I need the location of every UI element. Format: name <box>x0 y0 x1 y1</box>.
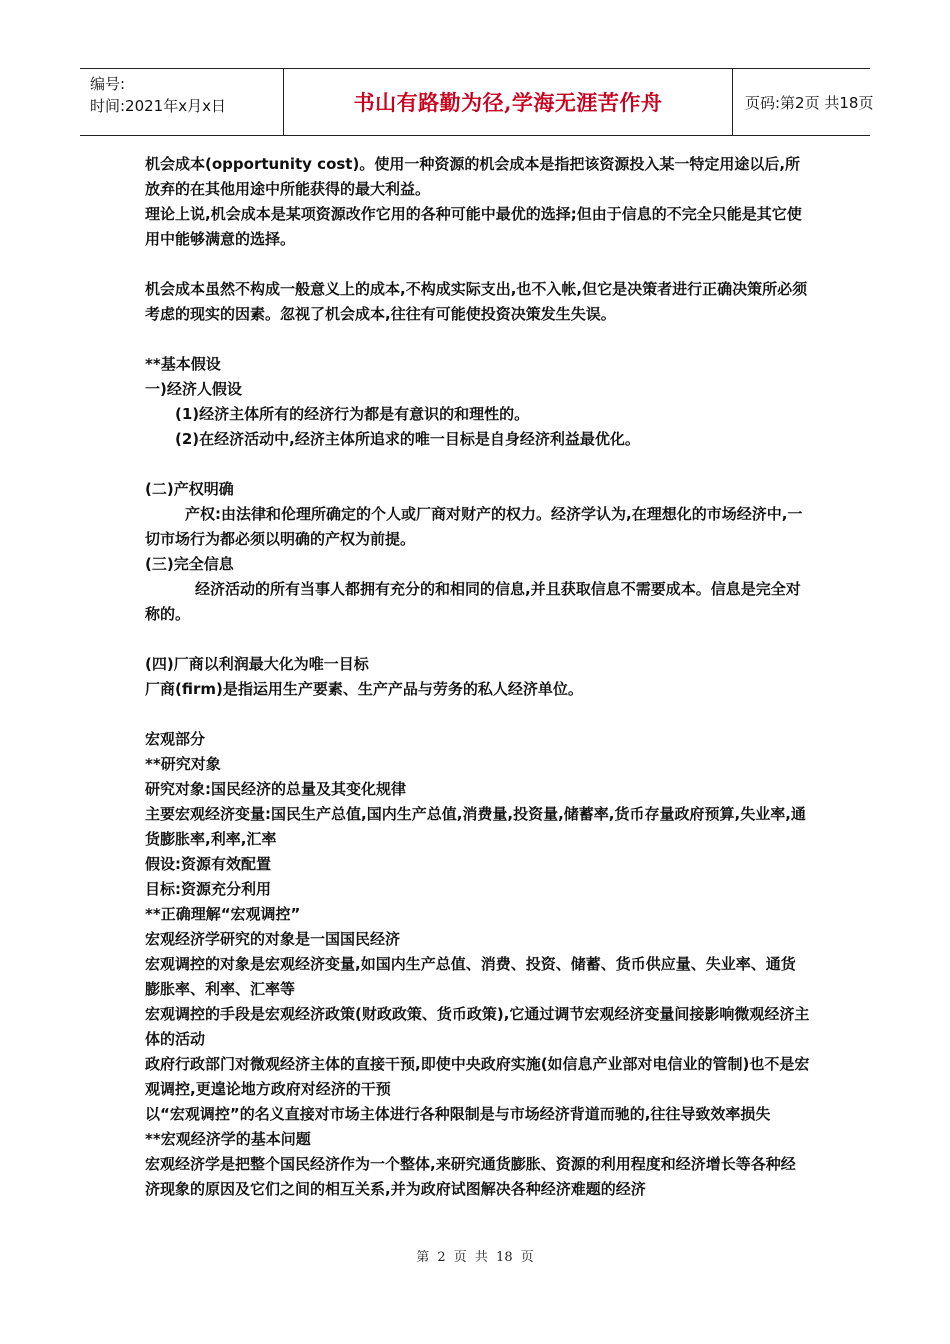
header-page-info <box>733 69 874 135</box>
header-motto: 书山有路勤为径,学海无涯苦作舟 <box>283 69 733 135</box>
paragraph: 厂商(firm)是指运用生产要素、生产产品与劳务的私人经济单位。 <box>145 680 583 698</box>
header-page-info-text: 页码:第2页 共18页 <box>745 93 874 112</box>
list-item: (1)经济主体所有的经济行为都是有意识的和理性的。 <box>175 405 530 423</box>
paragraph: 目标:资源充分利用 <box>145 880 271 898</box>
section-heading: **正确理解“宏观调控” <box>145 905 301 923</box>
paragraph: 主要宏观经济变量:国民生产总值,国内生产总值,消费量,投资量,储蓄率,货币存量政府预算,失业率,通货膨胀率,利率,汇率 <box>145 805 806 848</box>
section-heading: **研究对象 <box>145 755 221 773</box>
paragraph: 机会成本虽然不构成一般意义上的成本,不构成实际支出,也不入帐,但它是决策者进行正确决策所必须考虑的现实的因素。忽视了机会成本,往往有可能使投资决策发生失误。 <box>145 280 808 323</box>
page-header <box>80 68 874 136</box>
document-body <box>145 152 810 1202</box>
paragraph: 理论上说,机会成本是某项资源改作它用的各种可能中最优的选择;但由于信息的不完全只能是其它使用中能够满意的选择。 <box>145 205 802 248</box>
paragraph: 政府行政部门对微观经济主体的直接干预,即使中央政府实施(如信息产业部对电信业的管制)也不是宏观调控,更遑论地方政府对经济的干预 <box>145 1055 810 1098</box>
paragraph: 经济活动的所有当事人都拥有充分的和相同的信息,并且获取信息不需要成本。信息是完全对称的。 <box>145 580 801 623</box>
doc-number-label: 编号: <box>90 75 126 93</box>
subsection-heading: 一)经济人假设 <box>145 380 242 398</box>
page-footer: 第 2 页 共 18 页 <box>416 1250 534 1265</box>
list-item: (2)在经济活动中,经济主体所追求的唯一目标是自身经济利益最优化。 <box>175 430 640 448</box>
paragraph: 假设:资源有效配置 <box>145 855 271 873</box>
paragraph: 宏观经济学是把整个国民经济作为一个整体,来研究通货膨胀、资源的利用程度和经济增长等各种经济现象的原因及它们之间的相互关系,并为政府试图解决各种经济难题的经济 <box>145 1155 796 1198</box>
paragraph: 机会成本(opportunity cost)。使用一种资源的机会成本是指把该资源投入某一特定用途以后,所放弃的在其他用途中所能获得的最大利益。 <box>145 155 801 198</box>
section-heading: **宏观经济学的基本问题 <box>145 1130 311 1148</box>
paragraph: 宏观调控的对象是宏观经济变量,如国内生产总值、消费、投资、储蓄、货币供应量、失业率、通货膨胀率、利率、汇率等 <box>145 955 796 998</box>
paragraph: 研究对象:国民经济的总量及其变化规律 <box>145 780 407 798</box>
paragraph: 宏观调控的手段是宏观经济政策(财政政策、货币政策),它通过调节宏观经济变量间接影响微观经济主体的活动 <box>145 1005 810 1048</box>
subsection-heading: (二)产权明确 <box>145 480 234 498</box>
doc-date-label: 时间:2021年x月x日 <box>90 97 226 115</box>
header-meta <box>80 69 283 135</box>
subsection-heading: (四)厂商以利润最大化为唯一目标 <box>145 655 369 673</box>
paragraph: 产权:由法律和伦理所确定的个人或厂商对财产的权力。经济学认为,在理想化的市场经济中,一切市场行为都必须以明确的产权为前提。 <box>145 505 803 548</box>
paragraph: 宏观经济学研究的对象是一国国民经济 <box>145 930 401 948</box>
part-heading: 宏观部分 <box>145 730 206 748</box>
paragraph: 以“宏观调控”的名义直接对市场主体进行各种限制是与市场经济背道而驰的,往往导致效率损失 <box>145 1105 771 1123</box>
subsection-heading: (三)完全信息 <box>145 555 234 573</box>
section-heading: **基本假设 <box>145 355 221 373</box>
